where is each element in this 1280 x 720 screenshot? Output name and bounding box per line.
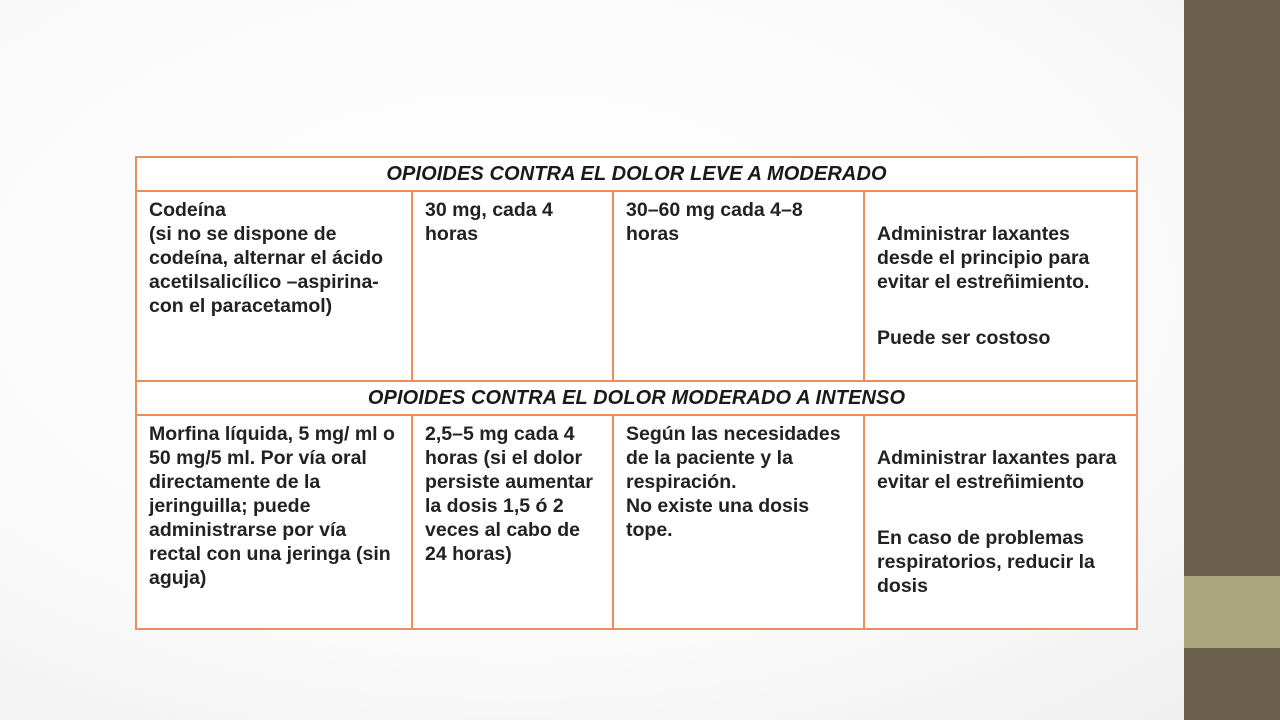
dose-start-cell: 2,5–5 mg cada 4 horas (si el dolor persiste aumentar la dosis 1,5 ó 2 veces al cabo de 24 horas) (412, 415, 613, 629)
opioid-dosage-table (135, 156, 1138, 630)
note-text: Administrar laxantes desde el principio para evitar el estreñimiento. (877, 223, 1090, 293)
note-text: Puede ser costoso (877, 327, 1051, 349)
section-header-row (136, 157, 1137, 191)
section-header-mild-moderate: OPIOIDES CONTRA EL DOLOR LEVE A MODERADO (136, 157, 1137, 191)
section-header-moderate-intense: OPIOIDES CONTRA EL DOLOR MODERADO A INTENSO (136, 381, 1137, 415)
table-row (136, 415, 1137, 629)
table-row (136, 191, 1137, 381)
dose-start-cell: 30 mg, cada 4 horas (412, 191, 613, 381)
drug-cell: Morfina líquida, 5 mg/ ml o 50 mg/5 ml. Por vía oral directamente de la jeringuilla; puede administrarse por vía rectal con una jeringa (sin aguja) (136, 415, 412, 629)
dose-range-cell: Según las necesidades de la paciente y la respiración. No existe una dosis tope. (613, 415, 864, 629)
note-text: Administrar laxantes para evitar el estreñimiento (877, 447, 1117, 493)
decorative-side-bar-top (1184, 0, 1280, 576)
dose-range-cell: 30–60 mg cada 4–8 horas (613, 191, 864, 381)
note-text: En caso de problemas respiratorios, reducir la dosis (877, 527, 1095, 597)
notes-cell (864, 415, 1137, 629)
drug-cell: Codeína (si no se dispone de codeína, alternar el ácido acetilsalicílico –aspirina- con el paracetamol) (136, 191, 412, 381)
section-header-row (136, 381, 1137, 415)
decorative-side-bar-bottom (1184, 648, 1280, 720)
notes-cell (864, 191, 1137, 381)
decorative-side-bar-accent (1184, 576, 1280, 648)
